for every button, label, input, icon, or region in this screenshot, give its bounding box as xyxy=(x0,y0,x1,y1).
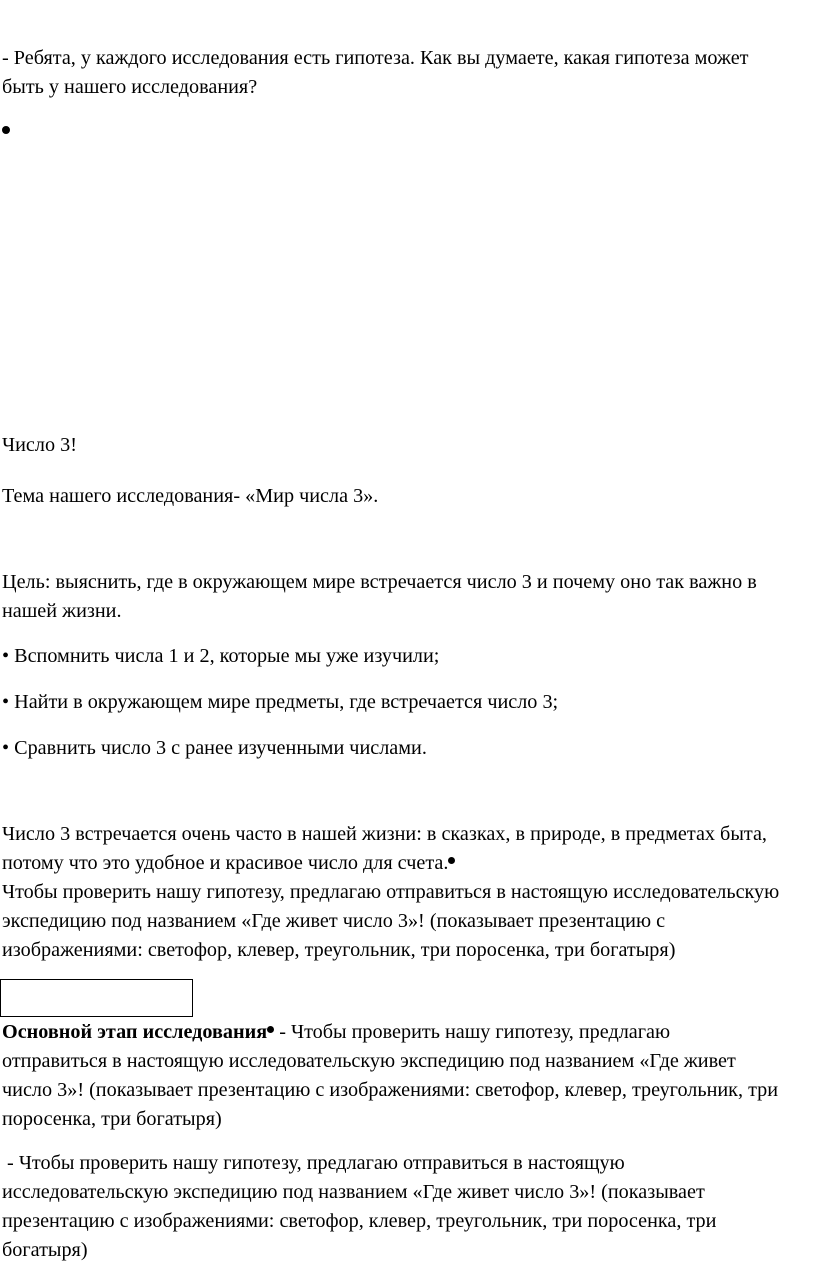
repeat-line: богатыря) xyxy=(2,1239,88,1261)
repeat-line: - Чтобы проверить нашу гипотезу, предлагаю отправиться в настоящую xyxy=(2,1152,625,1174)
repeat-paragraph xyxy=(2,1149,802,1265)
empty-frame-box xyxy=(0,979,193,1017)
repeat-line: презентацию с изображениями: светофор, клевер, треугольник, три поросенка, три xyxy=(2,1210,717,1232)
hypothesis-paragraph xyxy=(2,820,802,878)
goal-paragraph xyxy=(2,568,802,626)
expedition-line: экспедицию под названием «Где живет число 3»! (показывает презентацию с xyxy=(2,910,666,932)
hypothesis-line: потому что это удобное и красивое число для счета. xyxy=(2,849,802,878)
hypothesis-line: Число 3 встречается очень часто в нашей жизни: в сказках, в природе, в предметах быта, xyxy=(2,823,767,845)
bullet-dot-icon xyxy=(448,857,455,864)
goal-line: Цель: выяснить, где в окружающем мире встречается число 3 и почему оно так важно в xyxy=(2,571,757,593)
main-stage-line: Основной этап исследования - Чтобы проверить нашу гипотезу, предлагаю xyxy=(2,1021,671,1043)
bullet-dot-icon xyxy=(2,126,10,134)
intro-paragraph xyxy=(2,44,802,102)
expedition-paragraph xyxy=(2,878,802,965)
main-stage-heading: Основной этап исследования xyxy=(2,1021,268,1043)
topic-text: Тема нашего исследования- «Мир числа 3». xyxy=(2,485,379,507)
answer-text: Число 3! xyxy=(2,434,77,456)
repeat-line: исследовательскую экспедицию под названием «Где живет число 3»! (показывает xyxy=(2,1181,705,1203)
task-item: • Сравнить число 3 с ранее изученными числами. xyxy=(2,737,427,759)
task-item: • Вспомнить числа 1 и 2, которые мы уже изучили; xyxy=(2,645,440,667)
goal-line: нашей жизни. xyxy=(2,600,122,622)
intro-line: быть у нашего исследования? xyxy=(2,76,258,98)
expedition-line: изображениями: светофор, клевер, треугольник, три поросенка, три богатыря) xyxy=(2,939,676,961)
task-item: • Найти в окружающем мире предметы, где встречается число 3; xyxy=(2,691,559,713)
intro-line: - Ребята, у каждого исследования есть гипотеза. Как вы думаете, какая гипотеза может xyxy=(2,47,749,69)
main-stage-line: число 3»! (показывает презентацию с изображениями: светофор, клевер, треугольник, три xyxy=(2,1079,779,1101)
main-stage-line: поросенка, три богатыря) xyxy=(2,1108,222,1130)
main-stage-paragraph xyxy=(2,1018,802,1134)
main-stage-line: отправиться в настоящую исследовательскую экспедицию под названием «Где живет xyxy=(2,1050,736,1072)
expedition-line: Чтобы проверить нашу гипотезу, предлагаю отправиться в настоящую исследовательскую xyxy=(2,881,780,903)
